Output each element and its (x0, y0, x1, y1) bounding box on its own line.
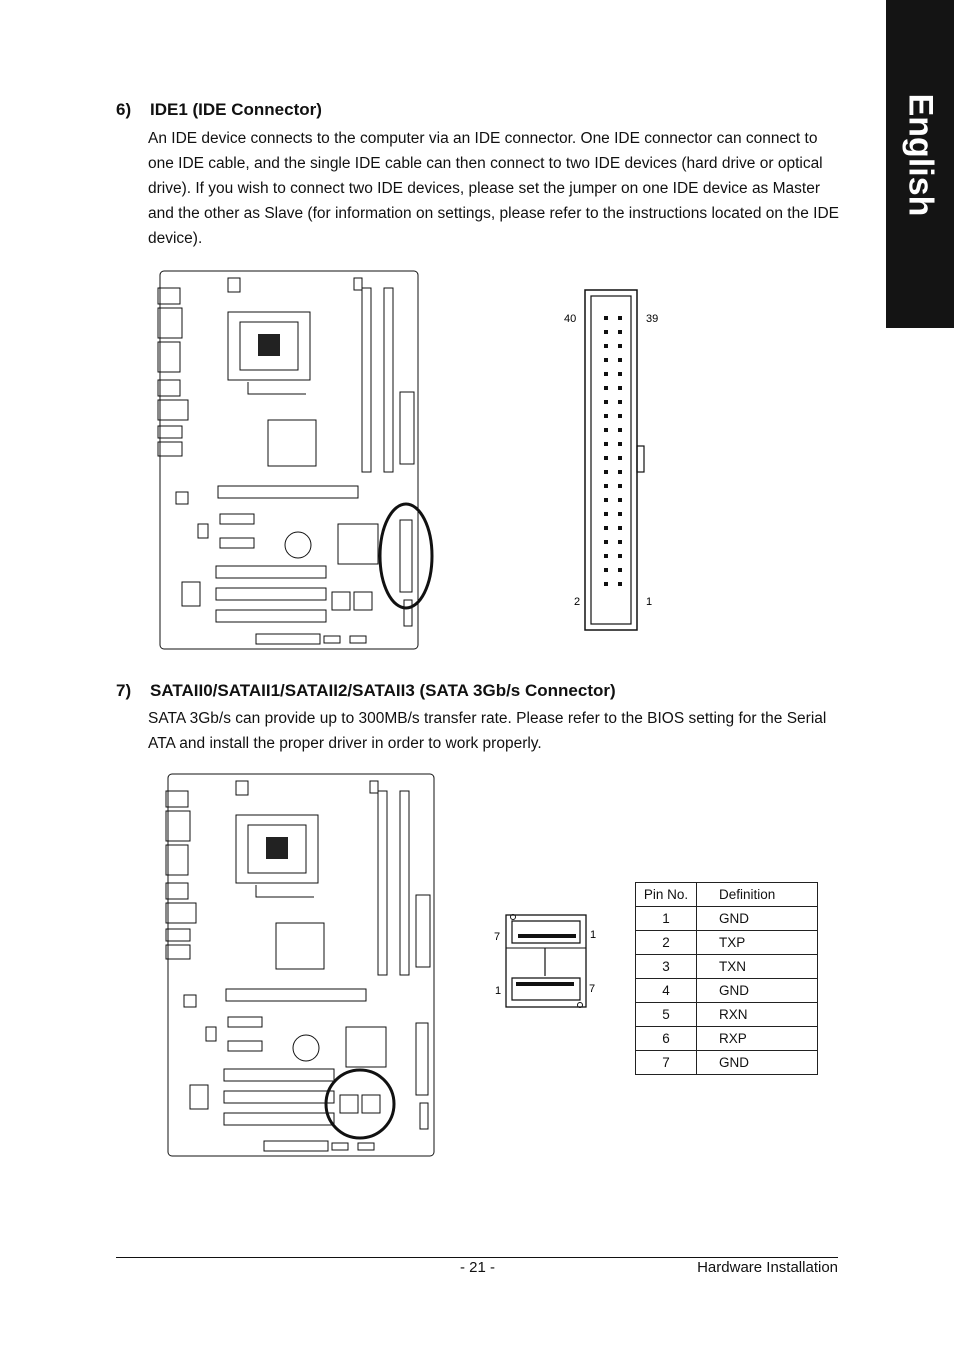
table-cell-definition: RXP (697, 1027, 818, 1051)
motherboard-diagram-sata (164, 773, 436, 1159)
section7-number: 7) (116, 681, 132, 700)
table-cell-pin: 3 (636, 955, 697, 979)
table-cell-pin: 4 (636, 979, 697, 1003)
table-cell-pin: 5 (636, 1003, 697, 1027)
ide-pin-label-40: 40 (564, 313, 577, 325)
ide-connector-pinout (560, 288, 670, 633)
table-cell-definition: GND (697, 979, 818, 1003)
table-cell-definition: RXN (697, 1003, 818, 1027)
ide-pin-label-1: 1 (646, 596, 653, 608)
table-cell-definition: TXN (697, 955, 818, 979)
table-cell-pin: 6 (636, 1027, 697, 1051)
section6-body: An IDE device connects to the computer via an IDE connector. One IDE connector can connect to one IDE cable, and the single IDE cable can then connect to two IDE devices (hard drive or optical drive). If you wish to connect two IDE devices, please set the jumper on one IDE device as Master and the other as Slave (for information on settings, please refer to the instructions located on the IDE device). (148, 130, 839, 247)
table-cell-definition: GND (697, 907, 818, 931)
table-row (636, 979, 818, 1003)
table-cell-pin: 1 (636, 907, 697, 931)
section7-body: SATA 3Gb/s can provide up to 300MB/s transfer rate. Please refer to the BIOS setting for the Serial ATA and install the proper driver in order to work properly. (148, 710, 827, 752)
language-tab (886, 0, 954, 328)
section6-title: IDE1 (IDE Connector) (150, 100, 322, 119)
section7-title: SATAII0/SATAII1/SATAII2/SATAII3 (SATA 3Gb/s Connector) (150, 681, 616, 700)
page-number: - 21 - (460, 1259, 496, 1276)
table-cell-definition: GND (697, 1051, 818, 1075)
table-cell-pin: 2 (636, 931, 697, 955)
sata-label-bottom-left: 1 (495, 985, 502, 997)
table-header-row (636, 883, 818, 907)
table-row (636, 1003, 818, 1027)
table-row (636, 1051, 818, 1075)
table-row (636, 907, 818, 931)
table-row (636, 955, 818, 979)
table-row (636, 931, 818, 955)
table-header-pin: Pin No. (636, 883, 697, 907)
footer-rule (116, 1257, 838, 1258)
sata-label-top-left: 7 (494, 931, 501, 943)
sata-pin-table (635, 882, 818, 1075)
table-cell-pin: 7 (636, 1051, 697, 1075)
sata-label-bottom-right: 7 (589, 983, 596, 995)
motherboard-diagram-ide (156, 270, 420, 652)
section6-number: 6) (116, 100, 132, 119)
sata-connector-drawing (488, 912, 603, 1012)
footer-section-title: Hardware Installation (697, 1259, 838, 1276)
ide-pin-label-2: 2 (574, 596, 581, 608)
ide-pin-label-39: 39 (646, 313, 659, 325)
table-cell-definition: TXP (697, 931, 818, 955)
sata-label-top-right: 1 (590, 929, 597, 941)
table-header-definition: Definition (697, 883, 818, 907)
table-row (636, 1027, 818, 1051)
language-tab-label: English (901, 93, 940, 217)
